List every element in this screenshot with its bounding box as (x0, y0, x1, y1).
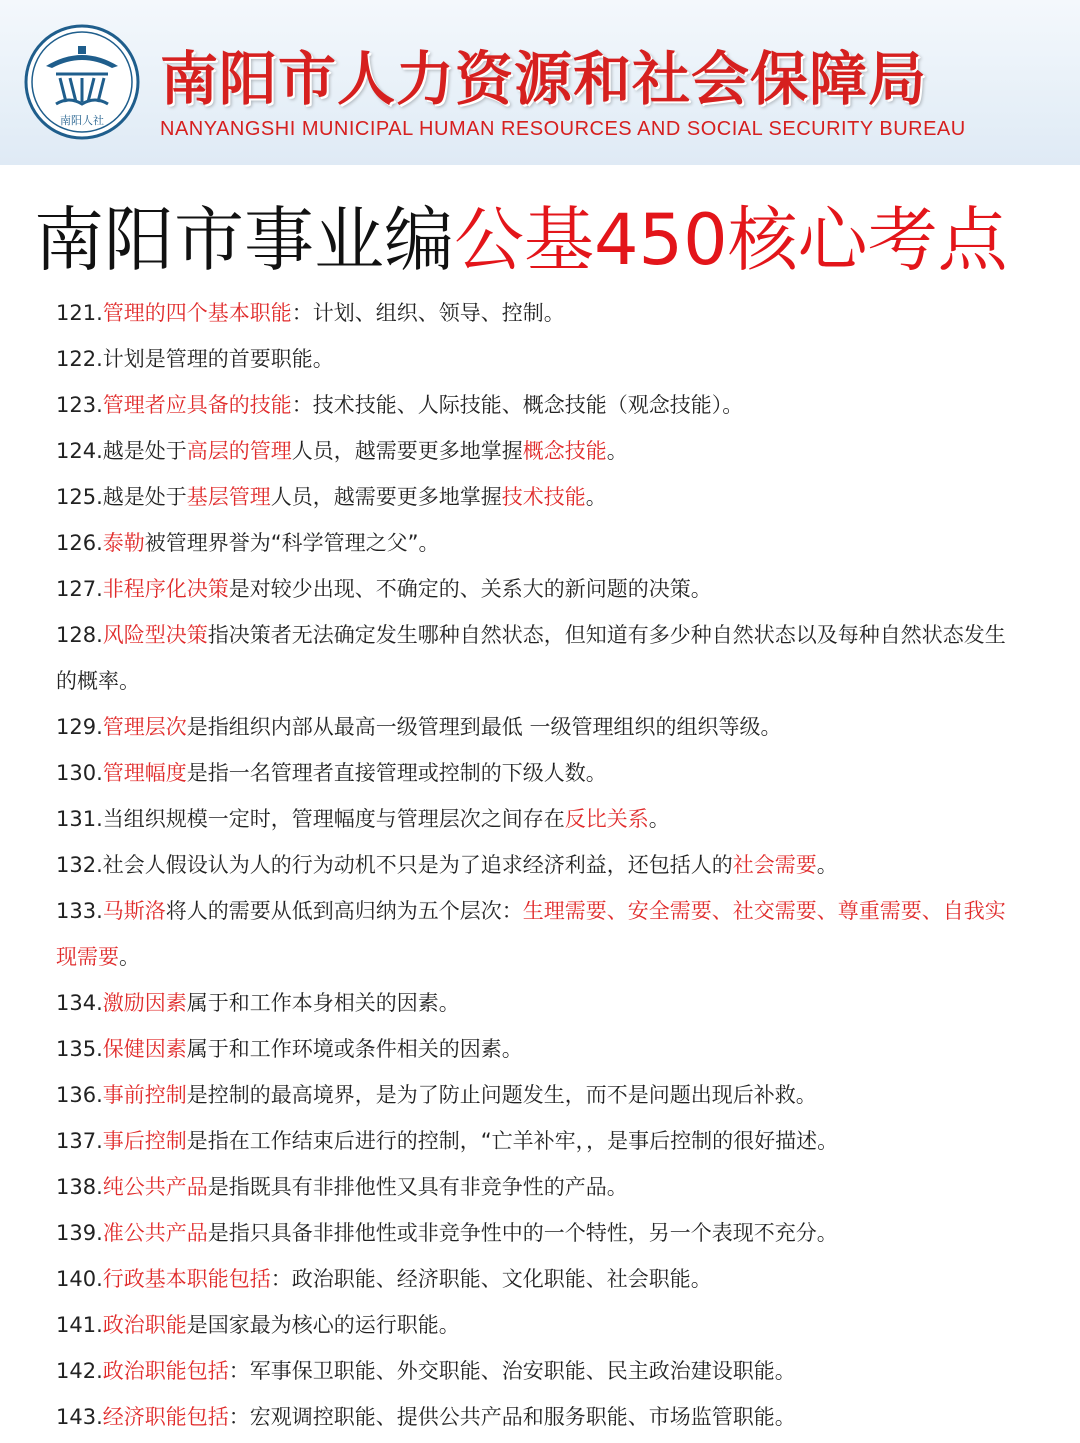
body-text: 是指一名管理者直接管理或控制的下级人数。 (186, 761, 607, 785)
list-item (56, 1026, 1026, 1072)
list-item (56, 1348, 1026, 1394)
item-number: 129. (56, 715, 103, 739)
body-text: 属于和工作本身相关的因素。 (186, 991, 460, 1015)
org-name-chinese: 南阳市人力资源和社会保障局 (160, 45, 928, 113)
highlight-text: 政治职能 (102, 1313, 187, 1337)
highlight-text: 经济职能包括 (102, 1405, 229, 1429)
item-number: 132. (56, 853, 103, 877)
item-number: 142. (56, 1359, 103, 1383)
item-number: 127. (56, 577, 103, 601)
body-text: 社会人假设认为人的行为动机不只是为了追求经济利益，还包括人的 (102, 853, 733, 877)
body-text: 越是处于 (102, 439, 187, 463)
body-text: 将人的需要从低到高归纳为五个层次： (165, 899, 523, 923)
highlight-text: 政治职能包括 (102, 1359, 229, 1383)
list-item (56, 842, 1026, 888)
item-number: 133. (56, 899, 103, 923)
highlight-text: 管理层次 (102, 715, 187, 739)
body-text: ：技术技能、人际技能、概念技能（观念技能）。 (291, 393, 744, 417)
body-text: 是指只具备非排他性或非竞争性中的一个特性，另一个表现不充分。 (207, 1221, 838, 1245)
body-text: 当组织规模一定时，管理幅度与管理层次之间存在 (102, 807, 565, 831)
item-number: 126. (56, 531, 103, 555)
body-text: ：军事保卫职能、外交职能、治安职能、民主政治建设职能。 (228, 1359, 796, 1383)
body-text: 被管理界誉为“科学管理之父”。 (144, 531, 440, 555)
highlight-text: 泰勒 (102, 531, 145, 555)
body-text: 人员，越需要更多地掌握 (291, 439, 523, 463)
list-item (56, 1118, 1026, 1164)
body-text: 。 (816, 853, 838, 877)
item-number: 141. (56, 1313, 103, 1337)
highlight-text: 事前控制 (102, 1083, 187, 1107)
highlight-text: 风险型决策 (102, 623, 208, 647)
header-banner (0, 0, 1080, 165)
highlight-text: 基层管理 (186, 485, 271, 509)
item-number: 128. (56, 623, 103, 647)
body-text: 。 (119, 945, 140, 969)
body-text: 。 (648, 807, 670, 831)
list-item (56, 520, 1026, 566)
title-part-red: 公基450核心考点 (454, 199, 1008, 281)
list-item (56, 1164, 1026, 1210)
item-number: 138. (56, 1175, 103, 1199)
highlight-text: 纯公共产品 (102, 1175, 208, 1199)
highlight-text: 管理的四个基本职能 (102, 301, 292, 325)
list-item (56, 750, 1026, 796)
list-item (56, 336, 1026, 382)
list-item (56, 566, 1026, 612)
highlight-text: 激励因素 (102, 991, 187, 1015)
item-number: 124. (56, 439, 103, 463)
highlight-text: 概念技能 (522, 439, 607, 463)
body-text: ：政治职能、经济职能、文化职能、社会职能。 (270, 1267, 712, 1291)
highlight-text: 事后控制 (102, 1129, 187, 1153)
list-item (56, 796, 1026, 842)
knowledge-point-list (56, 290, 1026, 1440)
highlight-text: 高层的管理 (186, 439, 292, 463)
item-number: 131. (56, 807, 103, 831)
body-text: ：宏观调控职能、提供公共产品和服务职能、市场监管职能。 (228, 1405, 796, 1429)
org-name-english: NANYANGSHI MUNICIPAL HUMAN RESOURCES AND SOCIAL SECURITY BUREAU (160, 118, 966, 140)
highlight-text: 管理幅度 (102, 761, 187, 785)
item-number: 130. (56, 761, 103, 785)
body-text: 人员，越需要更多地掌握 (270, 485, 502, 509)
body-text: 。 (606, 439, 628, 463)
body-text: 是指在工作结束后进行的控制，“亡羊补牢，，是事后控制的很好描述。 (186, 1129, 839, 1153)
body-text: 指决策者无法确定发生哪种自然状态，但知道有多少种自然状态以及每种自然状态发生的概率。 (56, 623, 1006, 693)
list-item (56, 704, 1026, 750)
body-text: 是指组织内部从最高一级管理到最低 一级管理组织的组织等级。 (186, 715, 782, 739)
page-title (34, 196, 1008, 284)
title-part-black: 南阳市事业编 (34, 199, 454, 281)
highlight-text: 马斯洛 (102, 899, 166, 923)
body-text: 是对较少出现、不确定的、关系大的新问题的决策。 (228, 577, 712, 601)
list-item (56, 980, 1026, 1026)
body-text: 属于和工作环境或条件相关的因素。 (186, 1037, 523, 1061)
item-number: 135. (56, 1037, 103, 1061)
body-text: 计划是管理的首要职能。 (102, 347, 334, 371)
body-text: 是国家最为核心的运行职能。 (186, 1313, 460, 1337)
list-item (56, 1394, 1026, 1440)
list-item (56, 1302, 1026, 1348)
highlight-text: 社会需要 (732, 853, 817, 877)
list-item (56, 428, 1026, 474)
item-number: 122. (56, 347, 103, 371)
body-text: 是指既具有非排他性又具有非竞争性的产品。 (207, 1175, 628, 1199)
highlight-text: 准公共产品 (102, 1221, 208, 1245)
item-number: 123. (56, 393, 103, 417)
body-text: 。 (585, 485, 607, 509)
item-number: 134. (56, 991, 103, 1015)
body-text: 是控制的最高境界，是为了防止问题发生，而不是问题出现后补救。 (186, 1083, 817, 1107)
logo-text: 南阳人社 (60, 114, 104, 127)
highlight-text: 反比关系 (564, 807, 649, 831)
highlight-text: 保健因素 (102, 1037, 187, 1061)
body-text: ：计划、组织、领导、控制。 (291, 301, 565, 325)
item-number: 143. (56, 1405, 103, 1429)
list-item (56, 1210, 1026, 1256)
item-number: 121. (56, 301, 103, 325)
bureau-logo-icon (22, 22, 142, 142)
item-number: 137. (56, 1129, 103, 1153)
list-item (56, 382, 1026, 428)
highlight-text: 管理者应具备的技能 (102, 393, 292, 417)
list-item (56, 1256, 1026, 1302)
list-item (56, 612, 1026, 704)
highlight-text: 生理需要、安全需要、社交需要、尊重需要、自我实现需要 (56, 899, 1006, 969)
item-number: 139. (56, 1221, 103, 1245)
body-text: 越是处于 (102, 485, 187, 509)
list-item (56, 1072, 1026, 1118)
list-item (56, 290, 1026, 336)
highlight-text: 技术技能 (501, 485, 586, 509)
highlight-text: 行政基本职能包括 (102, 1267, 271, 1291)
list-item (56, 888, 1026, 980)
item-number: 125. (56, 485, 103, 509)
item-number: 140. (56, 1267, 103, 1291)
item-number: 136. (56, 1083, 103, 1107)
highlight-text: 非程序化决策 (102, 577, 229, 601)
list-item (56, 474, 1026, 520)
